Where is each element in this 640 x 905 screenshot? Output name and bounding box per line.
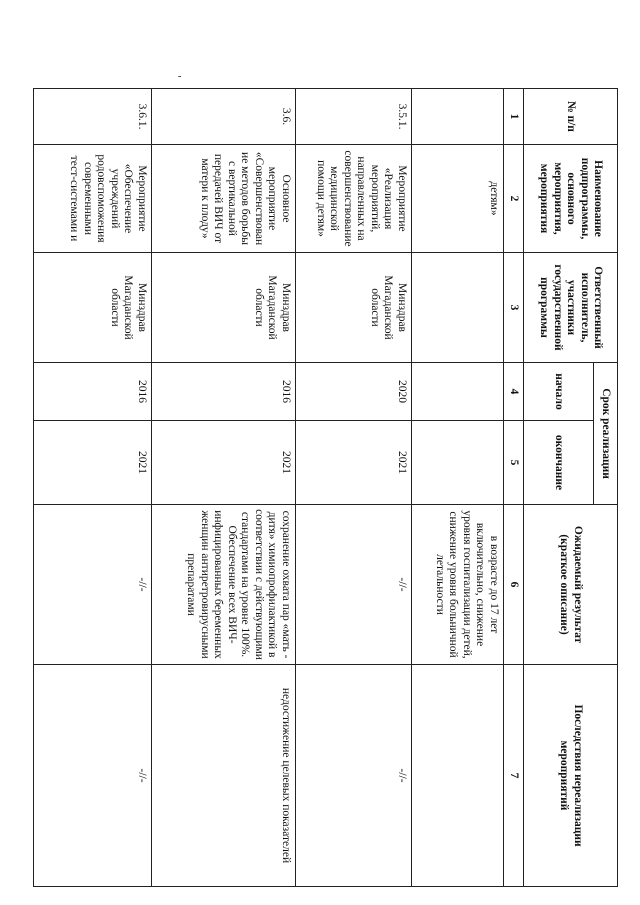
row-consequences: -//- bbox=[34, 665, 152, 887]
rotated-page bbox=[68, 88, 618, 886]
column-number: 7 bbox=[504, 665, 524, 887]
row-num: 3.5.1. bbox=[296, 89, 412, 145]
column-number: 2 bbox=[504, 145, 524, 253]
row-num bbox=[412, 89, 504, 145]
row-executor: Минздрав Магаданской области bbox=[34, 253, 152, 363]
header-end: окончание bbox=[524, 421, 594, 505]
row-executor: Минздрав Магаданской области bbox=[152, 253, 296, 363]
program-table bbox=[33, 88, 618, 887]
header-consequences: Последствия нереализации мероприятий bbox=[524, 665, 618, 887]
row-consequences bbox=[412, 665, 504, 887]
row-start: 2020 bbox=[296, 363, 412, 421]
row-start: 2016 bbox=[152, 363, 296, 421]
row-result: в возрасте до 17 лет включительно, снижение уровня госпитализации детей, снижение уровня больничной летальности bbox=[412, 505, 504, 665]
row-end bbox=[412, 421, 504, 505]
header-executor: Ответственный исполнитель, участники государственной программы bbox=[524, 253, 618, 363]
row-name: детям» bbox=[412, 145, 504, 253]
row-executor: Минздрав Магаданской области bbox=[296, 253, 412, 363]
row-start bbox=[412, 363, 504, 421]
header-start: начало bbox=[524, 363, 594, 421]
header-name: Наименование подпрограммы, основного мероприятия, мероприятия bbox=[524, 145, 618, 253]
row-name: Мероприятие «Реализация мероприятий, направленных на совершенствование медицинской помощи детям» bbox=[296, 145, 412, 253]
table-row bbox=[34, 89, 152, 887]
row-end: 2021 bbox=[152, 421, 296, 505]
row-start: 2016 bbox=[34, 363, 152, 421]
row-result: -//- bbox=[296, 505, 412, 665]
row-result: сохранение охвата пар «мать - дитя» химиопрофилактикой в соответствии с действующими стандартами на уровне 100%. Обеспечение всех ВИЧ-инфицированных беременных женщин антиретровирусными препаратами bbox=[152, 505, 296, 665]
row-name: Мероприятие «Обеспечение учреждений родовспоможения современными тест-системами и bbox=[34, 145, 152, 253]
row-executor bbox=[412, 253, 504, 363]
column-number: 3 bbox=[504, 253, 524, 363]
table-row bbox=[412, 89, 504, 887]
column-number: 6 bbox=[504, 505, 524, 665]
header-result: Ожидаемый результат (краткое описание) bbox=[524, 505, 618, 665]
stray-mark: - bbox=[178, 71, 182, 82]
header-num: № п/п bbox=[524, 89, 618, 145]
column-number: 1 bbox=[504, 89, 524, 145]
row-result: -//- bbox=[34, 505, 152, 665]
header-period: Срок реализации bbox=[594, 363, 618, 505]
table-row bbox=[296, 89, 412, 887]
column-number: 4 bbox=[504, 363, 524, 421]
row-end: 2021 bbox=[296, 421, 412, 505]
row-num: 3.6. bbox=[152, 89, 296, 145]
column-number: 5 bbox=[504, 421, 524, 505]
row-consequences: -//- bbox=[296, 665, 412, 887]
row-name: Основное мероприятие «Совершенствование методов борьбы с вертикальной передачей ВИЧ от матери к плоду» bbox=[152, 145, 296, 253]
row-consequences: недостижение целевых показателей bbox=[152, 665, 296, 887]
table-row bbox=[152, 89, 296, 887]
row-end: 2021 bbox=[34, 421, 152, 505]
row-num: 3.6.1. bbox=[34, 89, 152, 145]
